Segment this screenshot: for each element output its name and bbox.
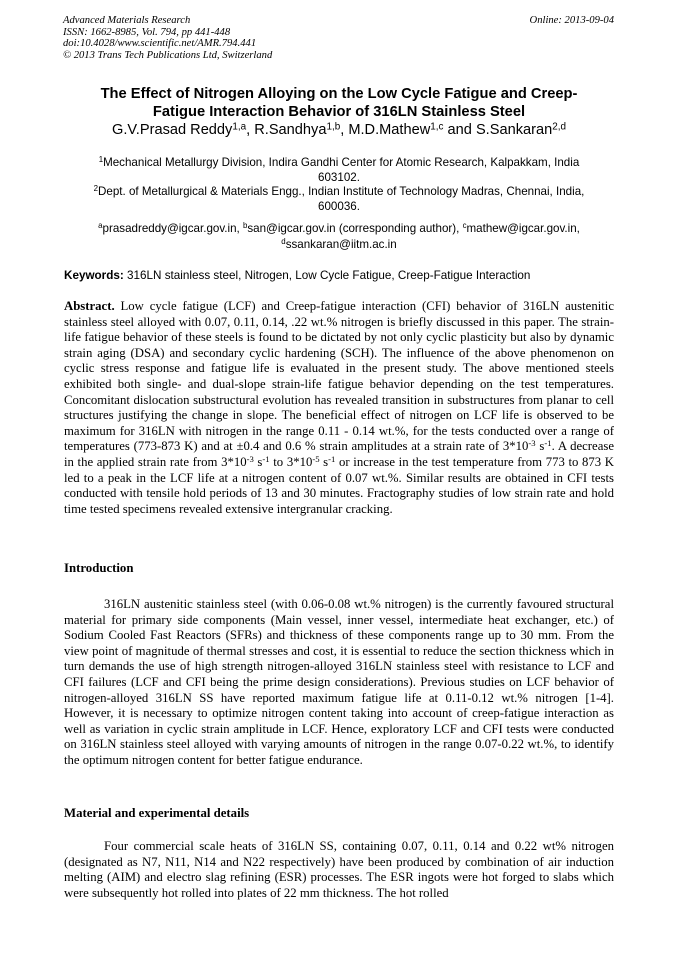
affiliation-2	[64, 185, 614, 214]
abstract-text: 0.4 and 0.6 % strain amplitudes at a strain rate of 3*10	[243, 439, 529, 454]
author-mark: 1,b	[326, 121, 341, 133]
author-name: S.Sankaran	[475, 122, 553, 138]
abstract-text: . A decrease in the applied strain rate from 3*10	[64, 439, 614, 469]
email-link[interactable]: san@igcar.gov.in (corresponding author),	[247, 222, 463, 235]
section-heading-materials: Material and experimental details	[64, 806, 250, 820]
author-list	[40, 122, 638, 139]
abstract-text: or increase in the test temperature from 773 to 873 K led to a peak in the LCF life at a nitrogen content of 0.07 wt.%. Similar results are obtained in CFI tests conducted with tensile hold periods of 13 and 30 minutes. Fractography studies of low strain rate and hold time tested specimens revealed extensive intergranular cracking.	[64, 454, 615, 516]
affiliation-text: 600036.	[318, 199, 360, 213]
abstract-text: Low cycle fatigue (LCF) and Creep-fatigue interaction (CFI) behavior of 316LN austenitic stainless steel alloyed with 0.07, 0.11, 0.14, .22 wt.% nitrogen is briefly discussed in this paper. The strain-life fatigue behavior of these steels is found to be dictated by not only cyclic plasticity but also by dynamic strain aging (DSA) and secondary cyclic hardening (SCH). The influence of the above phenomenon on cyclic stress response and fatigue life is evaluated in the present study. The above mentioned steels exhibited both single- and dual-slope strain-life fatigue behavior depending on the test temperatures. Concomitant dislocation substructural evolution has revealed transition in substructures from planar to cell structures justifying the change in slope. The beneficial effect of nitrogen on LCF life is observed to be maximum for 316LN with nitrogen in the range 0.11 - 0.14 wt.%, for the tests conducted over a range of temperatures (773-873 K) and at	[64, 299, 614, 454]
exponent: -1	[328, 453, 336, 464]
materials-paragraph: Four commercial scale heats of 316LN SS, containing 0.07, 0.11, 0.14 and 0.22 wt% nitrogen (designated as N7, N11, N14 and N22 respectively) have been produced by combination of air induction melting (AIM) and electro slag refining (ESR) processes. The ESR ingots were hot forged to slabs which were subsequently hot rolled into plates of 22 mm thickness. The hot rolled	[64, 839, 614, 900]
abstract-text: s	[535, 439, 545, 454]
affiliation-1	[64, 156, 614, 185]
journal-header	[63, 15, 614, 61]
author-mark: 1,a	[232, 121, 247, 133]
author-name: G.V.Prasad Reddy	[112, 122, 233, 138]
author-name: M.D.Mathew	[348, 122, 431, 138]
abstract-text: s	[253, 454, 263, 469]
exponent: -1	[544, 438, 552, 449]
author-mark: 1,c	[430, 121, 444, 133]
online-date: Online: 2013-09-04	[529, 15, 614, 26]
abstract-paragraph	[64, 299, 614, 517]
affiliation-mark: 1	[98, 155, 104, 165]
paper-title	[40, 86, 638, 121]
email-link[interactable]: ssankaran@iitm.ac.in	[285, 237, 397, 251]
author-separator: ,	[246, 122, 255, 138]
email-mark: d	[281, 236, 286, 246]
introduction-paragraph: 316LN austenitic stainless steel (with 0.06-0.08 wt.% nitrogen) is the currently favoured structural material for primary side components (Main vessel, inner vessel, intermediate heat exchanger, etc.) of Sodium Cooled Fast Reactors (SFRs) and thickness of these components range up to 30 mm. From the view point of magnitude of thermal stresses and cost, it is essential to reduce the section thickness which in turn demands the use of high strength nitrogen-alloyed 316LN stainless steel with resistance to LCF and CFI failures (LCF and CFI being the prime design considerations). Previous studies on LCF behavior of nitrogen-alloyed 316LN SS have reported maximum fatigue life at 0.11-0.12 wt.% nitrogen [1-4]. However, it is necessary to optimize nitrogen content taking into account of creep-fatigue interaction as well as variation in cyclic strain amplitude in LCF. Hence, exploratory LCF and CFI tests were conducted on 316LN stainless steel alloyed with varying amounts of nitrogen in the range 0.07-0.22 wt.%, to identify the optimum nitrogen content for better fatigue endurance.	[64, 597, 614, 767]
abstract-text: s	[319, 454, 329, 469]
author-mark: 2,d	[552, 121, 566, 133]
exponent: -3	[528, 438, 536, 449]
email-link[interactable]: mathew@igcar.gov.in,	[466, 222, 580, 235]
section-heading-introduction: Introduction	[64, 561, 134, 575]
doi-line: doi:10.4028/www.scientific.net/AMR.794.441	[63, 38, 257, 50]
abstract-label: Abstract.	[64, 299, 115, 313]
affiliation-mark: 2	[93, 184, 99, 194]
author-name: R.Sandhya	[254, 122, 327, 138]
plus-minus-symbol: ±	[236, 439, 244, 454]
abstract-text: to 3*10	[269, 454, 313, 469]
copyright-line: © 2013 Trans Tech Publications Ltd, Switzerland	[63, 49, 273, 61]
keywords-text: 316LN stainless steel, Nitrogen, Low Cycle Fatigue, Creep-Fatigue Interaction	[123, 269, 531, 282]
keywords-line	[64, 269, 614, 283]
author-separator: ,	[340, 122, 349, 138]
title-line-1: The Effect of Nitrogen Alloying on the Low Cycle Fatigue and Creep-	[100, 86, 578, 102]
exponent: -5	[312, 453, 320, 464]
email-mark: b	[242, 221, 248, 231]
email-link[interactable]: prasadreddy@igcar.gov.in,	[102, 222, 243, 235]
email-mark: a	[98, 221, 103, 231]
exponent: -3	[246, 453, 254, 464]
exponent: -1	[262, 453, 270, 464]
affiliation-text: Mechanical Metallurgy Division, Indira Gandhi Center for Atomic Research, Kalpakkam, India	[103, 156, 580, 169]
email-list	[64, 221, 614, 252]
email-mark: c	[462, 221, 467, 231]
affiliation-text: 603102.	[318, 170, 360, 184]
issn-line: ISSN: 1662-8985, Vol. 794, pp 441-448	[63, 26, 231, 38]
keywords-label: Keywords:	[64, 269, 124, 282]
journal-name: Advanced Materials Research	[63, 15, 191, 26]
title-line-2: Fatigue Interaction Behavior of 316LN Stainless Steel	[152, 103, 526, 120]
affiliation-text: Dept. of Metallurgical & Materials Engg., Indian Institute of Technology Madras, Chennai, India,	[98, 185, 585, 198]
author-and: and	[443, 122, 476, 138]
